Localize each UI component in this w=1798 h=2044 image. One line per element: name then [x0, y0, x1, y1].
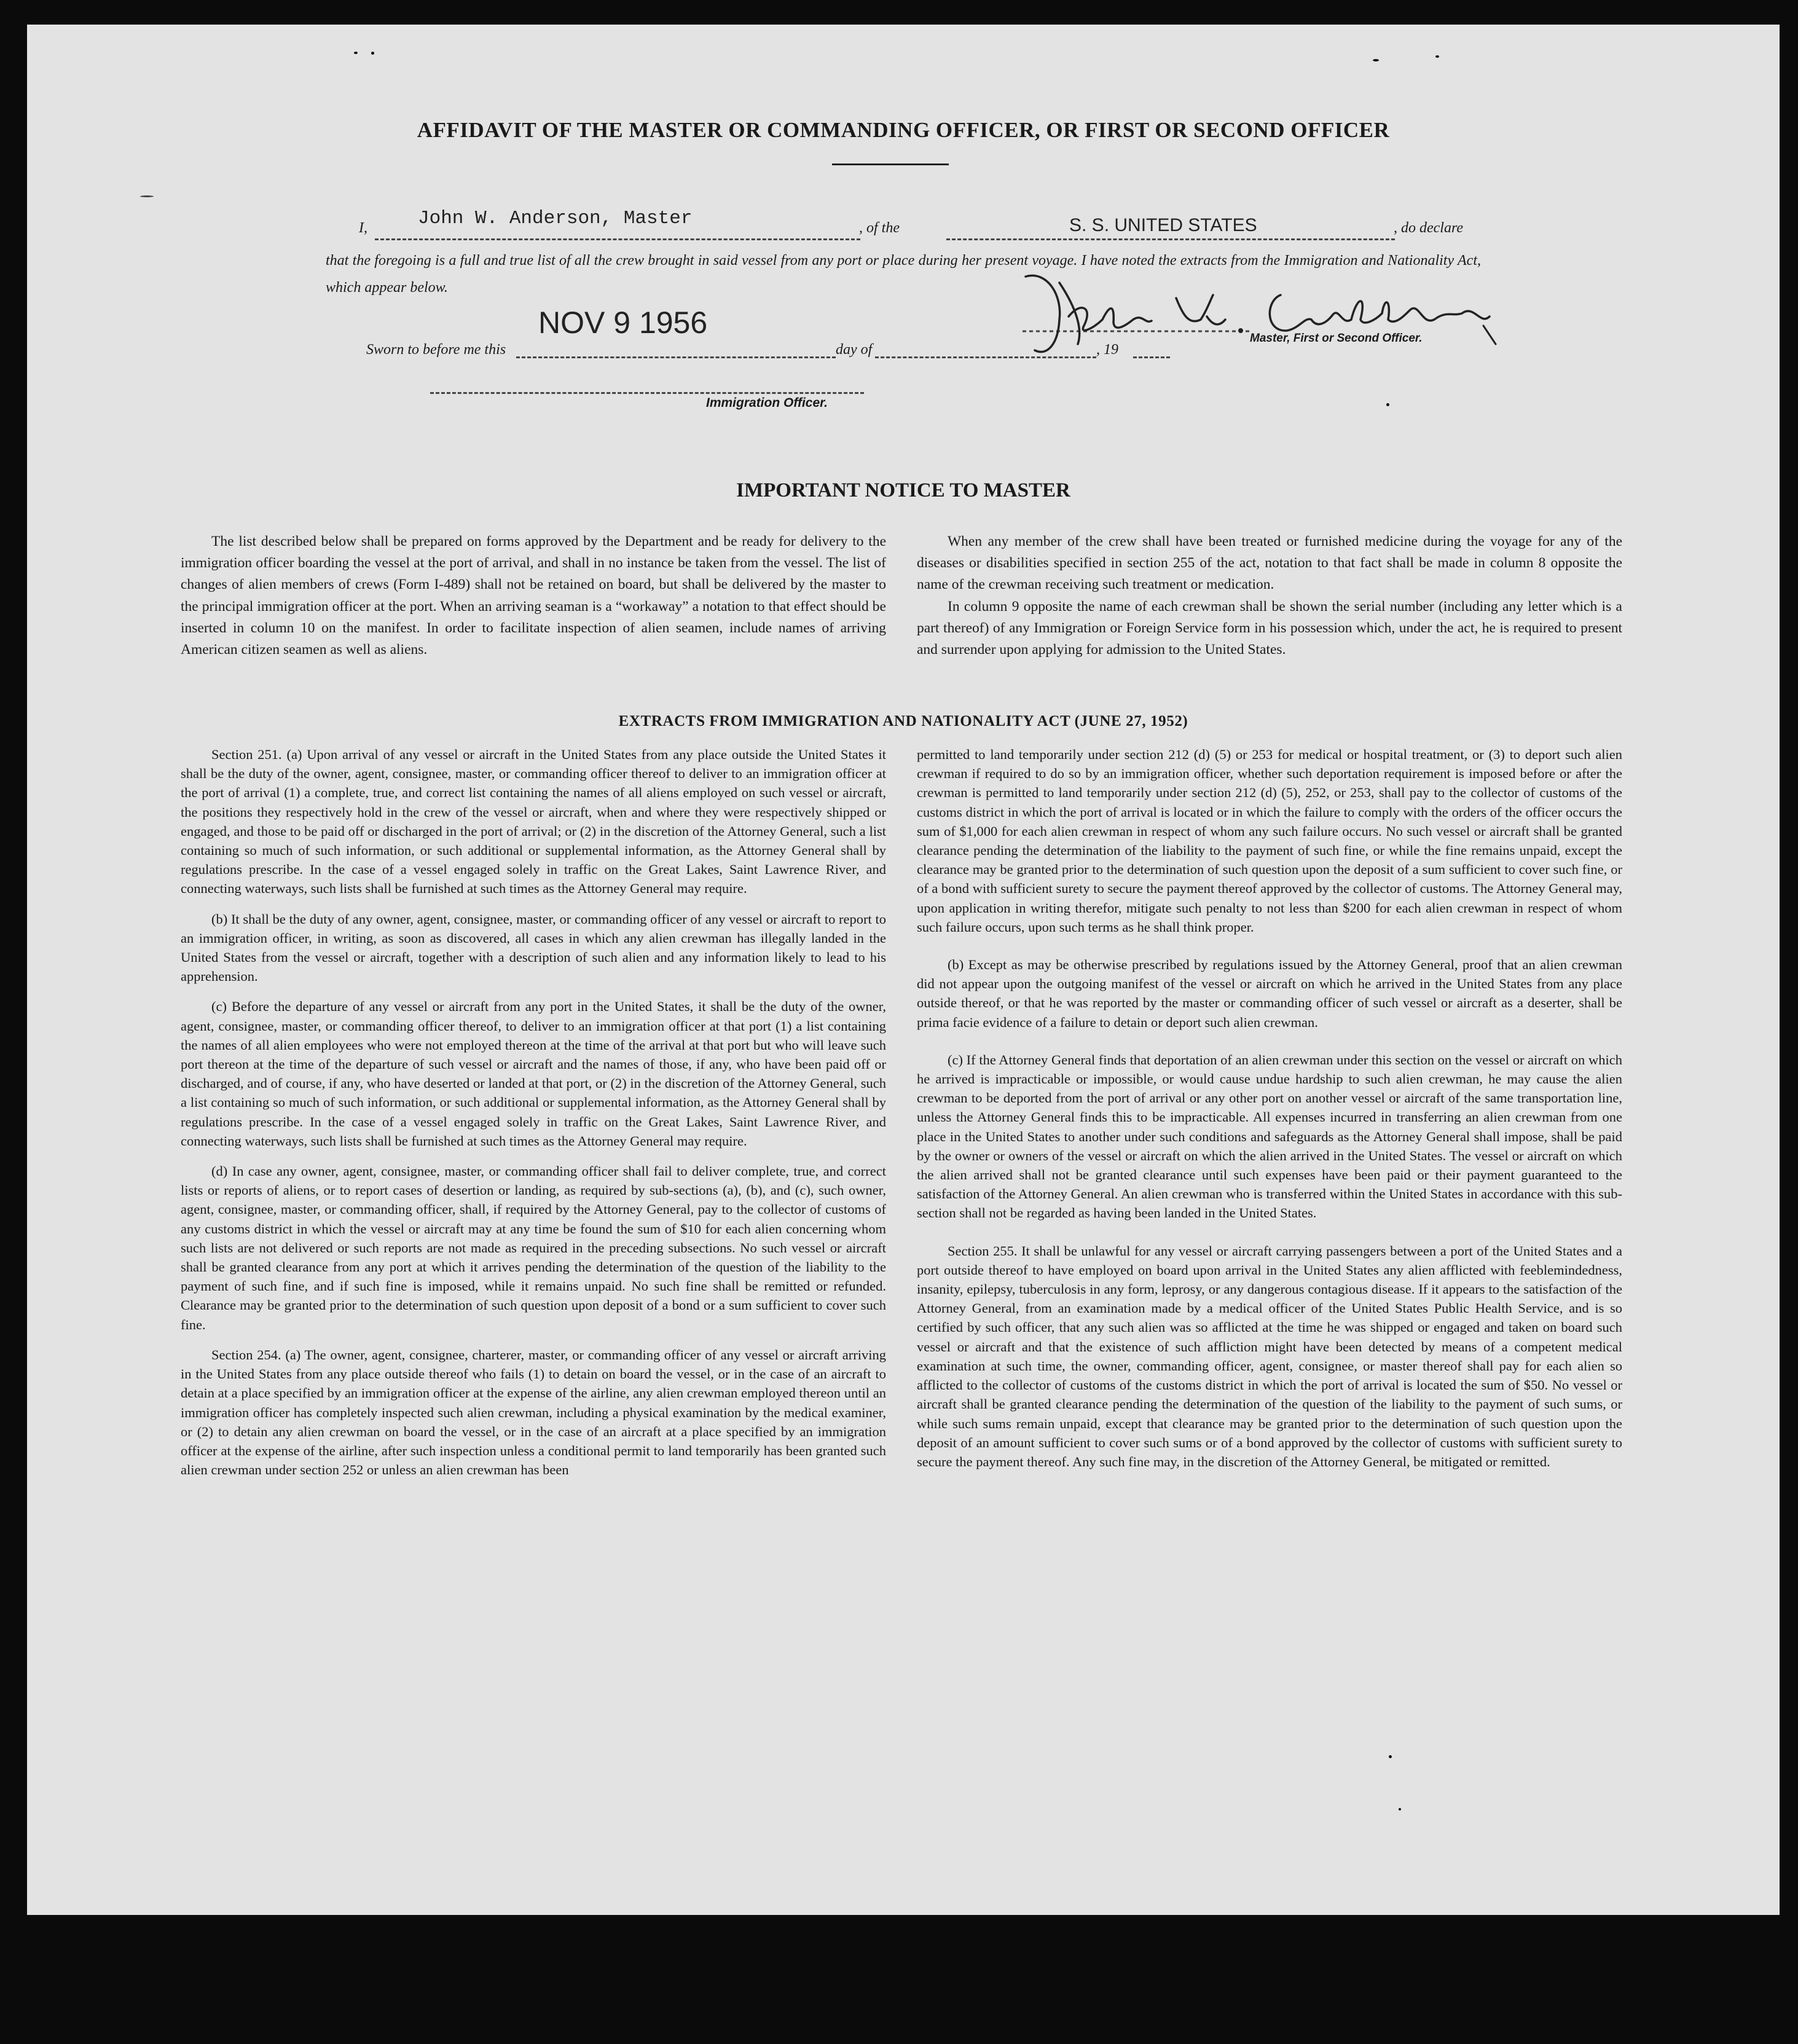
- section-254-a-continued: permitted to land temporarily under section 212 (d) (5) or 253 for medical or hospital treatment, or (3) to deport such alien crewman if required to do so by an immigration officer, whether such deportation requirement is imposed before or after the crewman is permitted to land temporarily under section 212 (d) (5), 252, or 253, shall pay to the collector of customs of the customs district in which the port of arrival is located or in which the failure to comply with the orders of the officer occurs the sum of $1,000 for each alien crewman in respect of whom any such failure occurs. No such vessel or aircraft shall be granted clearance pending the determination of the liability to the payment of such fine, or while the fine remains unpaid, except the clearance may be granted prior to the determination of such question upon the deposit of a sum sufficient to cover such fine, or of a bond with sufficient surety to secure the payment thereof approved by the collector of customs. The Attorney General may, upon application in writing therefor, mitigate such penalty to not less than $200 for each alien crewman in respect of whom such failure occurs, upon such terms as he shall think proper.: [917, 747, 1622, 935]
- year-label: , 19: [1096, 342, 1118, 358]
- vessel-name-typed: S. S. UNITED STATES: [1069, 215, 1257, 235]
- of-the-label: , of the: [859, 220, 900, 236]
- master-signature: [1023, 258, 1502, 369]
- notice-left-paragraph: The list described below shall be prepared on forms approved by the Department and be ready for delivery to the immigration officer boarding the vessel at the port of arrival, and shall in no instance be taken from the vessel. The list of changes of alien members of crews (Form I-489) shall not be retained on board, but shall be delivered by the master to the principal immigration officer at the port. When an arriving seaman is a “workaway” a notation to that effect should be inserted in column 10 on the manifest. In order to facilitate inspection of alien seamen, include names of arriving American citizen seamen as well as aliens.: [181, 533, 886, 658]
- master-name-typed: John W. Anderson, Master: [418, 208, 693, 229]
- master-officer-label: Master, First or Second Officer.: [1250, 332, 1423, 345]
- notice-right-paragraph-1: When any member of the crew shall have been treated or furnished medicine during the voyage for any of the diseases or disabilities specified in section 255 of the act, notation to that fact shall be made in column 8 opposite the name of the crewman receiving such treatment or medication.: [917, 533, 1622, 593]
- declaration-line: [326, 206, 1481, 243]
- extracts-title: EXTRACTS FROM IMMIGRATION AND NATIONALITY ACT (JUNE 27, 1952): [618, 713, 1188, 729]
- section-254-b: (b) Except as may be otherwise prescribed by regulations issued by the Attorney General, proof that an alien crewman did not appear upon the outgoing manifest of the vessel or aircraft on which he arrived in the United States from any place outside thereof, or that he was reported by the master or commanding officer of such vessel or aircraft as a deserter, shall be prima facie evidence of a failure to detain or deport such alien crewman.: [917, 957, 1622, 1030]
- month-dotted-line: [875, 356, 1096, 358]
- scan-speck: [371, 52, 374, 55]
- do-declare-label: , do declare: [1394, 220, 1464, 236]
- sworn-label: Sworn to before me this: [366, 342, 506, 358]
- i-label: I,: [359, 220, 367, 236]
- section-251-c: (c) Before the departure of any vessel or aircraft from any port in the United States, it shall be the duty of the owner, agent, consignee, master, or commanding officer thereof, to deliver to an immigration officer at that port (1) a list containing the names of all alien employees who were not employed thereon at the time of the arrival at that port but who will leave such port thereon at the time of the departure of such vessel or aircraft and the names of those, if any, who have been paid off or discharged, and of course, if any, who have deserted or landed at that port, or (2) in the discretion of the Attorney General, such a list containing so much of such information, or such additional or supplemental information, as the Attorney General shall by regulations prescribe. In the case of a vessel engaged solely in traffic on the Great Lakes, Saint Lawrence River, and connecting waterways, such lists shall be furnished at such times as the Attorney General may require.: [181, 999, 886, 1149]
- border-speck: [140, 195, 154, 197]
- scan-speck: [1386, 403, 1389, 406]
- notice-title: IMPORTANT NOTICE TO MASTER: [736, 479, 1070, 501]
- scan-speck: [1399, 1808, 1401, 1810]
- notice-right-paragraph-2: In column 9 opposite the name of each crewman shall be shown the serial number (including any letter which is a part thereof) of any Immigration or Foreign Service form in his possession which, under the act, he is required to present and surrender upon applying for admission to the United States.: [917, 598, 1622, 658]
- day-of-label: day of: [836, 342, 873, 358]
- name-dotted-line: [375, 238, 860, 240]
- section-254-a: Section 254. (a) The owner, agent, consignee, charterer, master, or commanding officer of any vessel or aircraft arriving in the United States from any place outside thereof who fails (1) to detain on board the vessel, or in the case of an aircraft to detain at a place specified by an immigration officer at the expense of the airline, any alien crewman employed thereon until an immigration officer has completely inspected such alien crewman, including a physical examination by the medical examiner, or (2) to detain any alien crewman on board the vessel, or in the case of an aircraft at a place specified by an immigration officer at the expense of the airline, after such inspection unless a conditional permit to land temporarily has been granted such alien crewman under section 252 or unless an alien crewman has been: [181, 1346, 886, 1478]
- document-page: [27, 25, 1780, 1915]
- section-254-c: (c) If the Attorney General finds that deportation of an alien crewman under this section on the vessel or aircraft on which he arrived is impracticable or impossible, or would cause undue hardship to such alien crewman, he may cause the alien crewman to be deported from the port of arrival or any other port on another vessel or aircraft of the same transportation line, unless the Attorney General finds this to be impracticable. All expenses incurred in transferring an alien crewman from one place in the United States to another under such conditions and safeguards as the Attorney General shall impose, shall be paid by the owner or owners of the vessel or aircraft on which the alien arrived in the United States. The vessel or aircraft on which the alien arrived shall not be granted clearance until such expenses have been paid or their payment guaranteed to the satisfaction of the Attorney General. An alien crewman who is transferred within the United States in accordance with this sub-section shall not be regarded as having been landed in the United States.: [917, 1051, 1622, 1221]
- document-content: [27, 25, 1780, 1915]
- immigration-officer-signature-line: [430, 392, 864, 394]
- extracts-right-column: [917, 745, 1622, 1482]
- scan-speck: [1435, 55, 1439, 58]
- immigration-officer-label: Immigration Officer.: [706, 396, 828, 410]
- affidavit-title: AFFIDAVIT OF THE MASTER OR COMMANDING OFFICER, OR FIRST OR SECOND OFFICER: [417, 118, 1390, 142]
- declaration-text: that the foregoing is a full and true list of all the crew brought in said vessel from any port or place during her present voyage. I have noted the extracts from the Immigration and Nationality Act, which appear below.: [326, 253, 1481, 296]
- extracts-left-column: [181, 745, 886, 1490]
- scan-speck: [354, 52, 358, 54]
- notice-right-column: [917, 531, 1622, 661]
- title-underline: [832, 163, 949, 165]
- sworn-date-stamp: NOV 9 1956: [538, 305, 708, 340]
- section-251-d: (d) In case any owner, agent, consignee, master, or commanding officer shall fail to deliver complete, true, and correct lists or reports of aliens, or to report cases of desertion or landing, as required by sub-sections (a), (b), and (c), such owner, agent, consignee, master, or commanding officer, shall, if required by the Attorney General, pay to the collector of customs of any customs district in which the vessel or aircraft may at any time be found the sum of $10 for each alien concerning whom such lists are not delivered or such reports are not made as required in the preceding subsections. No such vessel or aircraft shall be granted clearance from any port at which it arrives pending the determination of the question of the liability to the payment of such fine, and if such fine is imposed, while it remains unpaid. No such fine shall be remitted or refunded. Clearance may be granted prior to the determination of such question upon deposit of a bond or a sum sufficient to cover such fine.: [181, 1163, 886, 1332]
- section-255: Section 255. It shall be unlawful for any vessel or aircraft carrying passengers between a port of the United States and a port outside thereof to have employed on board upon arrival in the United States any alien afflicted with feeblemindedness, insanity, epilepsy, tuberculosis in any form, leprosy, or any dangerous contagious disease. If it appears to the satisfaction of the Attorney General, from an examination made by a medical officer of the United States Public Health Service, and is so certified by such officer, that any such alien was so afflicted at the time he was shipped or engaged and taken on board such vessel or aircraft and that the existence of such affliction might have been detected by means of a competent medical examination at such time, the owner, commanding officer, agent, consignee, or master thereof shall pay for each alien so afflicted to the collector of customs of the customs district in which the port of arrival is located the sum of $50. No vessel or aircraft shall be granted clearance pending the determination of the question of the liability to the payment of such sums, or while such sums remain unpaid, except that clearance may be granted prior to the determination of such question upon the deposit of an amount sufficient to cover such sums or of a bond approved by the collector of customs with sufficient surety to secure the payment thereof. Any such fine may, in the discretion of the Attorney General, be mitigated or remitted.: [917, 1243, 1622, 1469]
- scan-speck: [1389, 1755, 1392, 1758]
- section-251-b: (b) It shall be the duty of any owner, agent, consignee, master, or commanding officer of any vessel or aircraft to report to an immigration officer, in writing, as soon as discovered, all cases in which any alien crewman has illegally landed in the United States from the vessel or aircraft, together with a description of such alien and any information likely to lead to his apprehension.: [181, 911, 886, 985]
- section-251-a: Section 251. (a) Upon arrival of any vessel or aircraft in the United States from any place outside the United States it shall be the duty of the owner, agent, consignee, master, or commanding officer thereof to deliver to an immigration officer at the port of arrival (1) a complete, true, and correct list containing the names of all aliens employed on such vessel or aircraft, the positions they respectively hold in the crew of the vessel or aircraft, when and where they were respectively shipped or engaged, and those to be paid off or discharged in the port of arrival; or (2) in the discretion of the Attorney General, such a list containing so much of such information, or such additional or supplemental information, as the Attorney General shall by regulations prescribe. In the case of a vessel engaged solely in traffic on the Great Lakes, Saint Lawrence River, and connecting waterways, such lists shall be furnished at such times as the Attorney General may require.: [181, 747, 886, 897]
- notice-left-column: [181, 531, 886, 661]
- vessel-dotted-line: [946, 238, 1395, 240]
- day-dotted-line: [516, 356, 836, 358]
- year-dotted-line: [1133, 356, 1170, 358]
- scan-speck: [1373, 59, 1379, 61]
